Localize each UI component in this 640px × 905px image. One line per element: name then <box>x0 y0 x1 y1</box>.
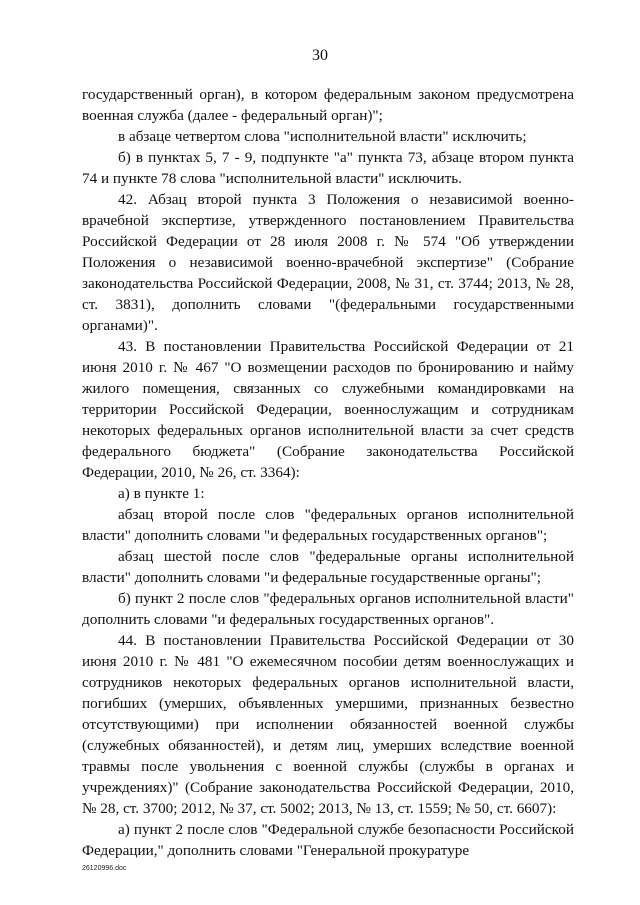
paragraph-item: абзац второй после слов "федеральных органов исполнительной власти" дополнить словами "и федеральных государственных органов"; <box>82 506 574 544</box>
paragraph-item: а) пункт 2 после слов "Федеральной службе безопасности Российской Федерации," дополнить словами "Генеральной прокуратуре <box>82 821 574 859</box>
paragraph-section-44: 44. В постановлении Правительства Российской Федерации от 30 июня 2010 г. № 481 "О ежемесячном пособии детям военнослужащих и сотрудников некоторых федеральных органов исполнительной власти, погибших (умерших, объявленных умершими, признанных безвестно отсутствующими) при исполнении обязанностей военной службы (служебных обязанностей), и детям лиц, умерших вследствие военной травмы после увольнения с военной службы (службы в органах и учреждениях)" (Собрание законодательства Российской Федерации, 2010, № 28, ст. 3700; 2012, № 37, ст. 5002; 2013, № 13, ст. 1559; № 50, ст. 6607): <box>82 632 574 817</box>
paragraph-item: б) пункт 2 после слов "федеральных органов исполнительной власти" дополнить словами "и федеральных государственных органов". <box>82 590 574 628</box>
footer-filename: 26120996.doc <box>82 865 127 872</box>
page-number: 30 <box>312 47 328 64</box>
paragraph-item: в абзаце четвертом слова "исполнительной власти" исключить; <box>118 128 527 145</box>
paragraph-item: абзац шестой после слов "федеральные органы исполнительной власти" дополнить словами "и федеральные государственные органы"; <box>82 548 574 586</box>
paragraph-continuation: государственный орган), в котором федеральным законом предусмотрена военная служба (далее - федеральный орган)"; <box>82 86 574 124</box>
document-body <box>82 84 574 861</box>
paragraph-item: б) в пунктах 5, 7 - 9, подпункте "а" пункта 73, абзаце втором пункта 74 и пункте 78 слова "исполнительной власти" исключить. <box>82 149 574 187</box>
paragraph-item: а) в пункте 1: <box>118 485 205 502</box>
paragraph-section-43: 43. В постановлении Правительства Российской Федерации от 21 июня 2010 г. № 467 "О возмещении расходов по бронированию и найму жилого помещения, связанных со служебными командировками на территории Российской Федерации, военнослужащим и сотрудникам некоторых федеральных органов исполнительной власти за счет средств федерального бюджета" (Собрание законодательства Российской Федерации, 2010, № 26, ст. 3364): <box>82 338 574 481</box>
paragraph-section-42: 42. Абзац второй пункта 3 Положения о независимой военно-врачебной экспертизе, утвержденного постановлением Правительства Российской Федерации от 28 июля 2008 г. № 574 "Об утверждении Положения о независимой военно-врачебной экспертизе" (Собрание законодательства Российской Федерации, 2008, № 31, ст. 3744; 2013, № 28, ст. 3831), дополнить словами "(федеральными государственными органами)". <box>82 191 574 334</box>
